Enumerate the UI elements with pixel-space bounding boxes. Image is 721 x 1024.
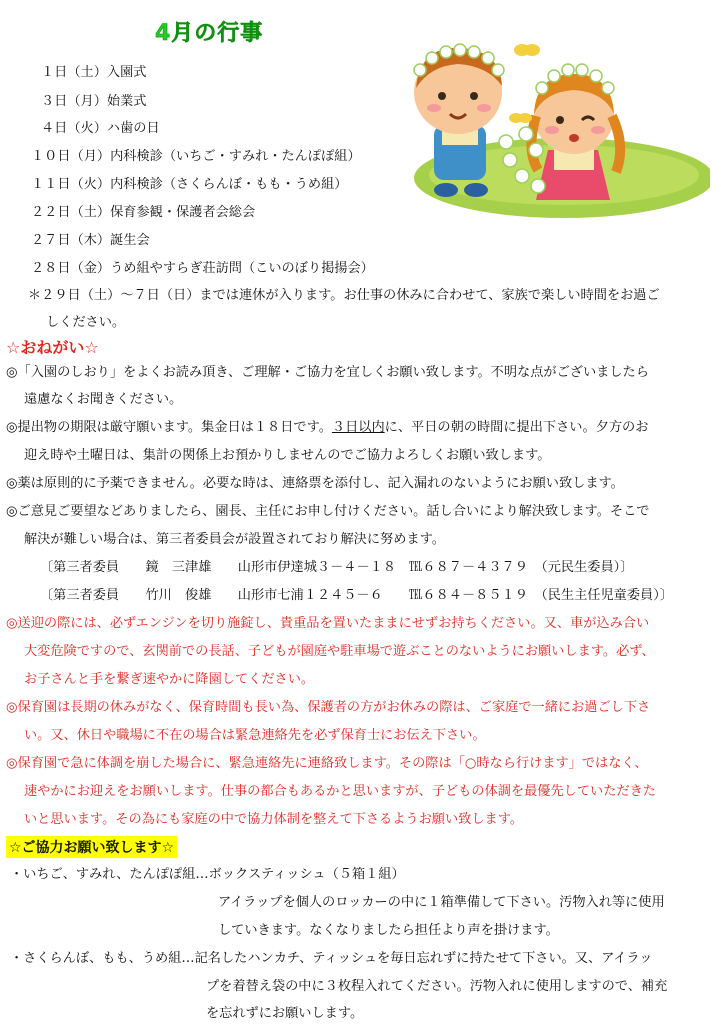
cooperation-g2: プを着替え袋の中に３枚程入れてください。汚物入れに使用しますので、補充 — [206, 979, 668, 994]
cooperation-g1: ・いちご、すみれ、たんぽぽ組…ボックスティッシュ（５箱１組） — [10, 867, 405, 882]
request-r7: 速やかにお迎えをお願いします。仕事の都合もあるかと思いますが、子どもの体調を最優先していただきた — [24, 784, 656, 799]
request-r1: ◎「入園のしおり」をよくお読み頂き、ご理解・ご協力を宜しくお願い致します。不明な点がございましたら — [6, 365, 649, 380]
request-r4: 解決が難しい場合は、第三者委員会が設置されており解決に努めます。 — [24, 532, 445, 547]
event-item: ２７日（木）誕生会 — [31, 233, 150, 248]
request-r7: いと思います。その為にも家庭の中で協力体制を整えて下さるようお願い致します。 — [24, 812, 524, 827]
request-r1: 遠慮なくお聞きください。 — [24, 392, 183, 407]
deadline-underline: ３日以内 — [331, 420, 385, 435]
request-r6: ◎保育園は長期の休みがなく、保育時間も長い為、保護者の方がお休みの際は、ご家庭で一緒にお過ごし下さ — [6, 700, 651, 715]
event-item: １１日（火）内科検診（さくらんぼ・もも・うめ組） — [31, 177, 348, 192]
request-r6: い。又、休日や職場に不在の場合は緊急連絡先を必ず保育士にお伝え下さい。 — [24, 728, 486, 743]
cooperation-g1: していきます。なくなりましたら担任より声を掛けます。 — [218, 923, 559, 938]
committee-contact: 〔第三者委員 竹川 俊雄 山形市七浦１２４５－６ ℡６８４－８５１９ （民生主任児童委員）〕 — [40, 588, 673, 603]
holiday-note: ＊２９日（土）～７日（日）までは連休が入ります。お仕事の休みに合わせて、家族で楽しい時間をお過ご — [28, 288, 660, 303]
request-r5: ◎送迎の際には、必ずエンジンを切り施錠し、貴重品を置いたままにせずお持ちください。又、車が込み合い — [6, 616, 650, 631]
event-item: ４日（火）ハ歯の日 — [41, 121, 160, 136]
event-item: １０日（月）内科検診（いちご・すみれ・たんぽぽ組） — [31, 149, 361, 164]
cooperation-g1: アイラップを個人のロッカーの中に１箱準備して下さい。汚物入れ等に使用 — [218, 895, 665, 910]
cooperation-g2: ・さくらんぼ、もも、うめ組…記名したハンカチ、ティッシュを毎日忘れずに持たせて下さい。又、アイラッ — [10, 951, 653, 966]
cooperation-heading: ☆ご協力お願い致します☆ — [6, 836, 177, 858]
event-item: ２８日（金）うめ組やすらぎ荘訪問（こいのぼり掲揚会） — [31, 261, 374, 276]
request-r4: ◎ご意見ご要望などありましたら、園長、主任にお申し付けください。話し合いにより解決致します。そこで — [6, 504, 650, 519]
page-title: 4月の行事 — [155, 21, 264, 46]
request-r2: 迎え時や土曜日は、集計の関係上お預かりしませんのでご協力よろしくお願い致します。 — [24, 448, 551, 463]
children-flower-crown-illustration — [398, 30, 710, 220]
holiday-note: しください。 — [46, 315, 126, 330]
event-item: ３日（月）始業式 — [41, 94, 147, 109]
event-item: ２２日（土）保育参観・保護者会総会 — [31, 205, 256, 220]
committee-contact: 〔第三者委員 鏡 三津雄 山形市伊達城３－４－１８ ℡６８７－４３７９ （元民生委員）〕 — [40, 560, 634, 575]
request-r2: ◎提出物の期限は厳守願います。集金日は１８日です。３日以内に、平日の朝の時間に提出下さい。夕方のお — [6, 420, 649, 435]
cooperation-g2: を忘れずにお願いします。 — [206, 1006, 364, 1021]
request-r3: ◎薬は原則的に予薬できません。必要な時は、連絡票を添付し、記入漏れのないようにお願い致します。 — [6, 476, 624, 491]
request-r5: 大変危険ですので、玄関前での長話、子どもが園庭や駐車場で遊ぶことのないようにお願いします。必ず、 — [24, 644, 655, 659]
request-r7: ◎保育園で急に体調を崩した場合に、緊急連絡先に連絡致します。その際は「○時なら行けます」ではなく、 — [6, 756, 648, 771]
event-item: １日（土）入園式 — [41, 65, 147, 80]
request-r5: お子さんと手を繋ぎ速やかに降園してください。 — [24, 672, 315, 687]
request-heading: ☆おねがい☆ — [6, 338, 99, 357]
